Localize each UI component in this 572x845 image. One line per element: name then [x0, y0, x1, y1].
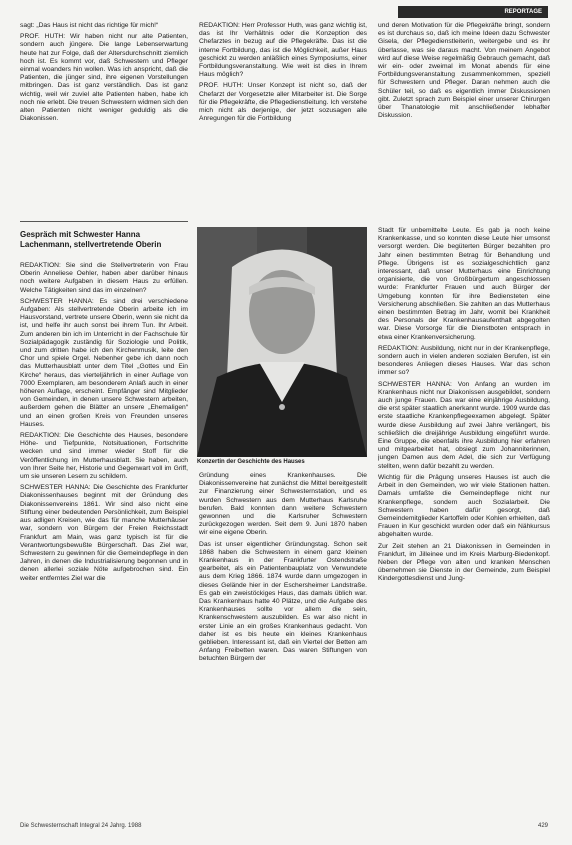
column-2-bottom [199, 472, 367, 817]
column-1-bottom [20, 262, 188, 817]
paragraph: Stadt für unbemittelte Leute. Es gab ja noch keine Krankenkasse, und so konnten diese Leute hier umsonst versorgt werden. Die begüterten Bürger bezahlten pro Jahr einen bestimmten Betrag für Behandlung und Pflege. Übrigens ist es sozialgeschichtlich ganz interessant, daß unser Mutterhaus eine Einrichtung organisierte, die von Großbürgertum angeschlossen wurde: Frankfurter Frauen und auch Bürger der Umgebung konnten für ihre Bediensteten eine Versicherung abschließen. Sie zahlten an das Mutterhaus einen bestimmten Betrag im Jahr, womit bei Krankheit des Personals der Krankenhausaufenthalt abgegolten war. Diese Vorsorge für die Dienstboten entsprach in etwa einer Krankenversicherung. [378, 227, 550, 341]
section-divider [20, 221, 188, 222]
paragraph: REDAKTION: Sie sind die Stellvertreterin von Frau Oberin Anneliese Oehler, haben aber darüber hinaus noch weitere Aufgaben in diesem Haus zu erfüllen. Welche Tätigkeiten sind das im einzelnen? [20, 262, 188, 294]
paragraph: Gründung eines Krankenhauses. Die Diakonissenvereine hat zunächst die Mittel bereitgestellt zur Finanzierung einer Schwesternstation, und es wurden Schwestern aus dem Mutterhaus Karlsruhe berufen. Bald konnten dann weitere Schwestern gewonnen und die Karlsruher Schwestern zurückgezogen werden. Seit dem 9. Juni 1870 haben wir eine eigene Oberin. [199, 472, 367, 537]
paragraph: sagt: „Das Haus ist nicht das richtige für mich!“ [20, 22, 159, 29]
paragraph: PROF. HUTH: Unser Konzept ist nicht so, daß der Chefarzt der Vorgesetzte aller Mitarbeiter ist. Die Sorge für die Pflegekräfte, die Pflegedienstleitung. Ich verstehe mich nicht als derjenige, der jetzt sozusagen alle Anregungen für die Fortbildung [199, 82, 367, 123]
footer-publication: Die Schwesternschaft Integral 24 Jahrg. 1988 [20, 823, 142, 829]
paragraph: REDAKTION: Herr Professor Huth, was ganz wichtig ist, das ist Ihr Verhältnis oder die Konzeption des Chefarztes in bezug auf die Pflegekräfte. Das ist die interne Fortbildung, das ist die Möglichkeit, außer Haus geschickt zu werden anläßlich eines Symposiums, einer Fortbildungsveranstaltung. Wie weit ist dies in Ihrem Haus möglich? [199, 22, 367, 79]
column-1-top [20, 22, 188, 217]
paragraph: REDAKTION: Die Geschichte des Hauses, besondere Höhe- und Tiefpunkte, Notsituationen, Fortschritte wecken und sind immer wieder Stoff für die Veröffentlichung im Mutterhausblatt. Sie haben, auch von Ihrer Seite her, Historie und Gegenwart voll im Griff, um sie unseren Lesern zu schildern. [20, 432, 188, 481]
column-3-bottom [378, 227, 550, 817]
paragraph: und deren Motivation für die Pflegekräfte bringt, sondern es ist durchaus so, daß ich meine Ideen dazu Schwester Gisela, der Pflegedienstleiterin, weitergebe und es ihr überlasse, was sie daraus macht. Von meinem Angebot wird auf diese Weise regelmäßig Gebrauch gemacht, daß wir ein- oder zweimal im Monat abends für eine Fortbildungsveranstaltung zusammenkommen, speziell für Schwestern und Pfleger. Daran nehmen auch die Schüler teil, so daß es eigentlich immer Diskussionen gibt. Zuletzt sprach zum Beispiel einer unserer Chirurgen über Thanatologie mit anschließender lebhafter Diskussion. [378, 22, 550, 120]
paragraph: SCHWESTER HANNA: Die Geschichte des Frankfurter Diakonissenhauses beginnt mit der Gründung des Diakonissenvereins 1861. Wir sind also nicht eine Stiftung einer bedeutenden Persönlichkeit, zum Beispiel aus adligen Kreisen, wie das für manche Mutterhäuser war, sondern von Bürgern der Freien Reichsstadt Frankfurt am Main, was ganz typisch ist für die Verantwortungsbewußte Bürgerschaft. Das Ziel war, Schwestern zu gewinnen für die Gemeindepflege in den Jahren, in denen die Industrialisierung begonnen und in denen allerlei soziale Nöte aufgebrochen sind. Ein weiter entferntes Ziel war die [20, 484, 188, 582]
column-3-top [378, 22, 550, 217]
paragraph: PROF. HUTH: Wir haben nicht nur alte Patienten, sondern auch jüngere. Die lange Lebenserwartung heute hat zur Folge, daß der Altersdurchschnitt ziemlich hoch ist. Es kommt vor, daß Schwestern und Pfleger einmal woanders hin wollen. Was ich anspricht, daß die Patienten, die jünger sind, ihre eigenen Vorstellungen mitbringen. Das ist ganz verständlich. Das ist ganz wichtig, weil wir zuviel alte Patienten haben, habe ich noch nie erlebt. Die treuen Schwestern widmen sich den alten Patienten nicht weniger geduldig als die Diakonissen. [20, 33, 188, 123]
portrait-photo [197, 227, 367, 457]
photo-caption: Konzertin der Geschichte des Hauses [197, 459, 305, 465]
paragraph: REDAKTION: Ausbildung, nicht nur in der Krankenpflege, sondern auch in vielen anderen sozialen Berufen, ist ein besonderes Anliegen dieses Hauses. War das schon immer so? [378, 344, 550, 377]
interview-heading: Gespräch mit Schwester Hanna Lachenmann, stellvertretende Oberin [20, 230, 162, 249]
paragraph: SCHWESTER HANNA: Es sind drei verschiedene Aufgaben: Als stellvertretende Oberin arbeite ich im Hausvorstand, vertrete unsere Oberin, wenn sie nicht da ist, und helfe ihr auch sonst bei ihrem Tun. Ihr Arbeit. Zum anderen bin ich im Unterricht in der Fachschule für Sozialpädagogik zuständig für Soziologie und Politik, und zum dritten habe ich den Kirchenmusik, leite den Chor und spiele Orgel. Nebenher gebe ich dann noch das Mutterhausblatt unter dem Titel „Gottes und Ein Kirche“ heraus, das vierteljährlich in einer Auflage von 7000 Exemplaren, am besonderem Anlaß auch in einer höheren Auflage, erscheint. Empfänger sind Mitglieder von Gemeinden, in denen unsere Schwestern arbeiten, außerdem gehen die Blätter an unsere „Ehemaligen“ und an einen großen Kreis von Freunden unseres Hauses. [20, 297, 188, 428]
section-rubric: REPORTAGE [398, 6, 548, 18]
paragraph: Das ist unser eigentlicher Gründungstag. Schon seit 1868 haben die Schwestern in einem ganz kleinen Krankenhaus in der Frankfurter Ostendstraße gearbeitet, als ein Patientenbauplatz von Verwundete aus dem Krieg 1866. 1874 wurde dann umgezogen in dieses Gelände hier in der Eschersheimer Landstraße. Es gab ein zweistöckiges Haus, das damals üblich war. Das Krankenhaus hatte 40 Plätze, und die Aufgabe des Krankenhauses sollte vor allem die sein, Krankenschwestern auszubilden. Es war also nicht in erster Linie an ein großes Krankenhaus gedacht. Von daher ist es bis heute ein kleines Krankenhaus geblieben. Interessant ist, daß ein Viertel der Betten am Anfang Freibetten waren. Das waren Stiftungen von betuchten Bürgern der [199, 540, 367, 663]
paragraph: Zur Zeit stehen an 21 Diakonissen in Gemeinden in Frankfurt, im Jilleinee und im Kreis Marburg-Biedenkopf. Neben der Pflege von alten und kranken Menschen übernehmen sie Dienste in der Gemeinde, zum Beispiel Kindergottesdienst und Jung- [378, 542, 550, 583]
portrait-illustration [197, 227, 367, 457]
page-number: 429 [537, 823, 548, 829]
paragraph: SCHWESTER HANNA: Von Anfang an wurden im Krankenhaus nicht nur Diakonissen ausgebildet, sondern auch junge Frauen. Das war eine einjährige Ausbildung, die erst später staatlich anerkannt wurde. 1909 wurde das erste staatliche Krankenpflegeexamen abgelegt. Später wurde diese Ausbildung auf zwei Jahre verlängert, bis schließlich die dreijährige Ausbildung eingeführt wurde. Eine Gruppe, die ebenfalls ihre Ausbildung hier erfahren und mitgearbeitet hat, obsiegt zum Johanniterinnen, jungen Damen aus dem Adel, die sich zur Verfügung stellten, wenn dafür bezahlt zu werden. [378, 380, 550, 470]
column-2-top [199, 22, 367, 217]
paragraph: Wichtig für die Prägung unseres Hauses ist auch die Arbeit in den Gemeinden, wo wir viele Stationen hatten. Damals umfaßte die Gemeindepflege nicht nur Krankenpflege, sondern auch Sozialarbeit. Die Schwestern haben dafür gesorgt, daß Gemeindemitglieder Kartoffeln oder Kohlen erhielten, daß Frauen in Kur geschickt wurden oder daß ein Nähkursus abgehalten wurde. [378, 473, 550, 539]
